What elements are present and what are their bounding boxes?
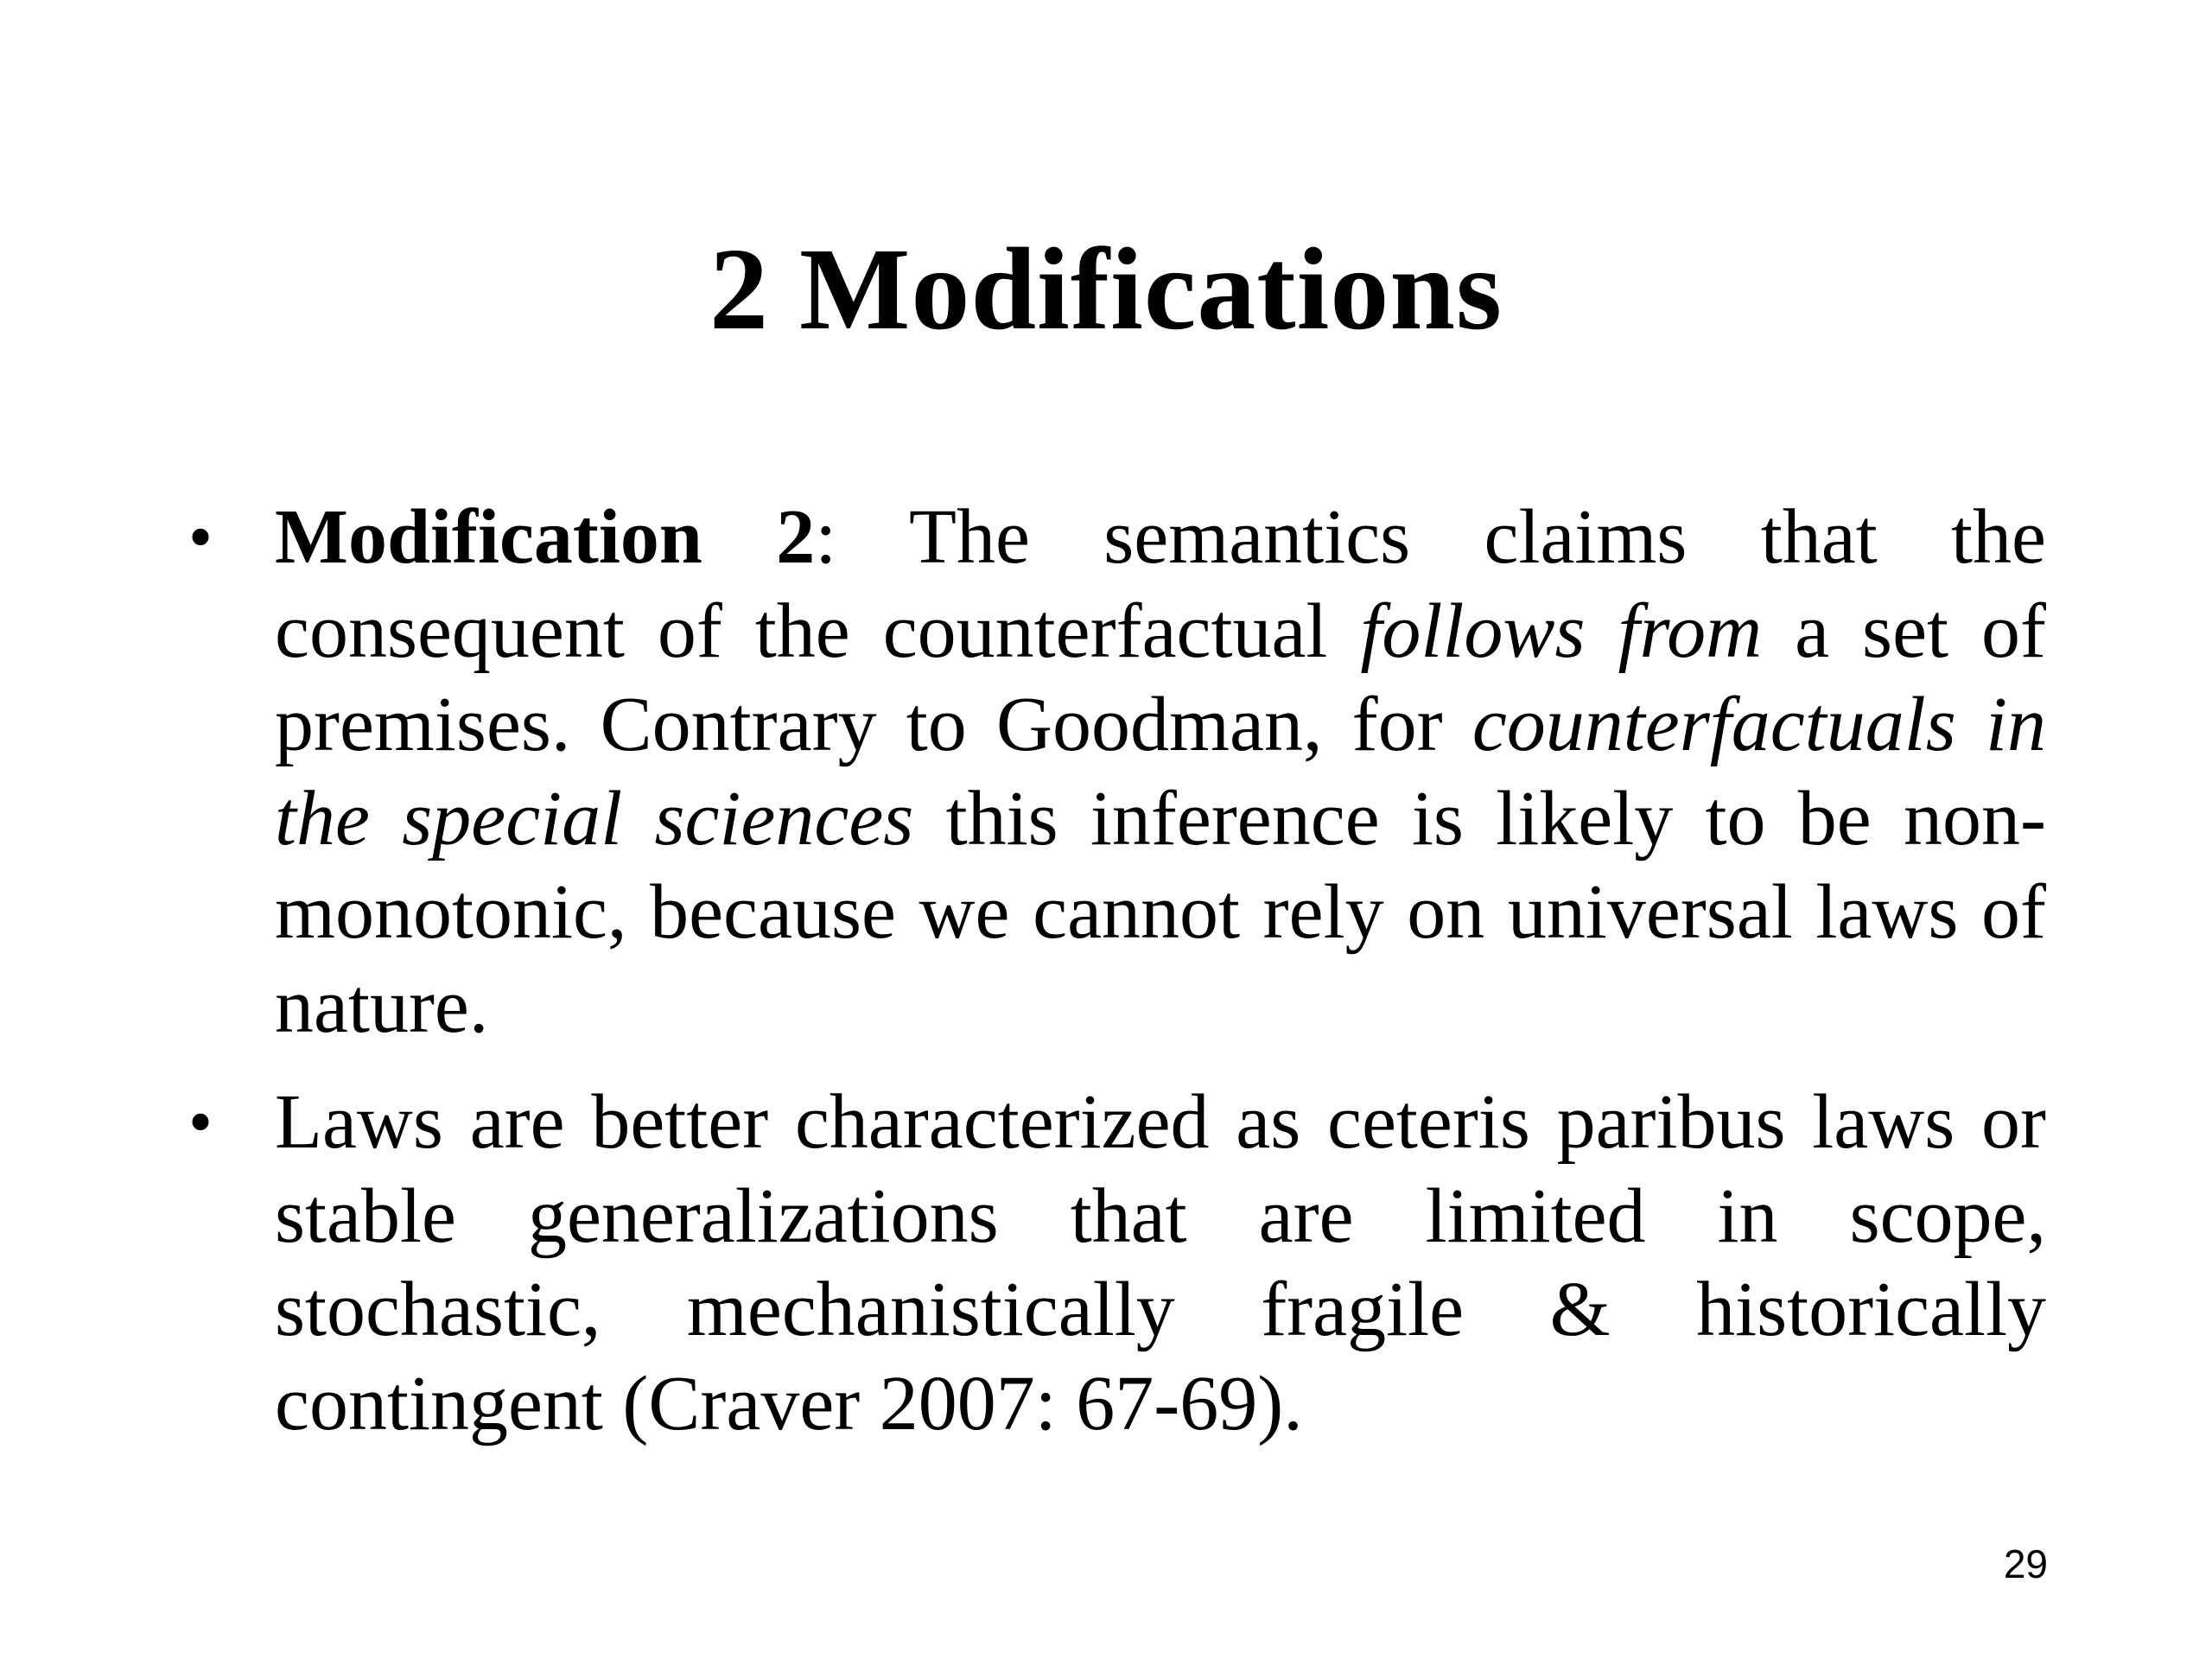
- bullet-item-modification-2: [188, 491, 2046, 1053]
- bullet-text: Laws are better characterized as ceteris paribus laws or stable generalizations that are limited in scope, stochastic, mechanistically fragile & historically contingent (Craver 2007: 67-69).: [275, 1079, 2046, 1446]
- bullet-text-part-3: this inference is likely to be non-monotonic, because we cannot rely on universal laws of nature.: [275, 775, 2046, 1049]
- bullet-item-laws: [188, 1076, 2046, 1451]
- bullet-lead-term: Modification 2: [275, 494, 816, 580]
- bullet-colon: :: [815, 494, 837, 580]
- bullet-italic-follows-from: follows from: [1360, 588, 1763, 674]
- bullet-italic-special-sciences: counterfactuals in the special sciences: [275, 682, 2046, 861]
- bullet-icon: •: [188, 1084, 213, 1160]
- bullet-text-part-1: The semantics claims that the consequent of the counterfactual: [275, 494, 2046, 674]
- bullet-list: [188, 491, 2046, 1473]
- slide-title: 2 Modifications: [709, 225, 1503, 354]
- bullet-text-part-2: a set of premises. Contrary to Goodman, for: [275, 588, 2046, 767]
- page-number: 29: [2003, 1541, 2048, 1586]
- bullet-icon: •: [188, 499, 213, 575]
